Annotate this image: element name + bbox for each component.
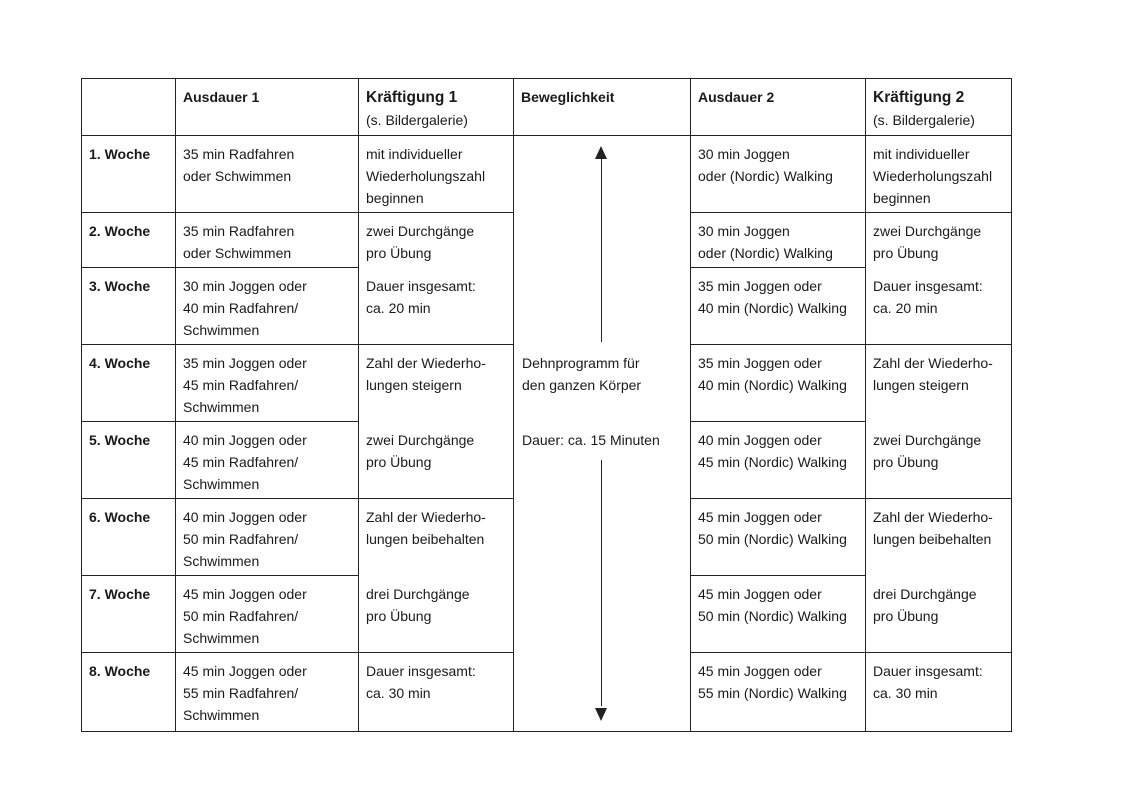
kraeftigung-2-cell: mit individueller Wiederholungszahl beginnen bbox=[866, 136, 1012, 213]
beweglichkeit-program: Dehnprogramm für den ganzen Körper bbox=[522, 355, 642, 393]
ausdauer-1-cell: 40 min Joggen oder 50 min Radfahren/ Schwimmen bbox=[176, 499, 359, 576]
kraeftigung-1-cell: Zahl der Wiederho- lungen beibehalten bbox=[359, 499, 514, 576]
header-corner bbox=[82, 79, 176, 136]
arrow-down-icon bbox=[595, 708, 607, 721]
week-label: 7. Woche bbox=[82, 576, 176, 653]
table-row bbox=[82, 136, 1012, 213]
kraeftigung-1-cell: Dauer insgesamt: ca. 20 min bbox=[359, 268, 514, 345]
ausdauer-1-cell: 35 min Radfahren oder Schwimmen bbox=[176, 136, 359, 213]
arrow-shaft-upper bbox=[601, 158, 602, 342]
ausdauer-1-cell: 40 min Joggen oder 45 min Radfahren/ Schwimmen bbox=[176, 422, 359, 499]
beweglichkeit-duration: Dauer: ca. 15 Minuten bbox=[522, 432, 660, 448]
ausdauer-1-cell: 45 min Joggen oder 55 min Radfahren/ Schwimmen bbox=[176, 653, 359, 732]
kraeftigung-1-cell: Dauer insgesamt: ca. 30 min bbox=[359, 653, 514, 732]
header-ausdauer-2: Ausdauer 2 bbox=[691, 79, 866, 136]
kraeftigung-2-cell: drei Durchgänge pro Übung bbox=[866, 576, 1012, 653]
header-ausdauer-1: Ausdauer 1 bbox=[176, 79, 359, 136]
kraeftigung-1-cell: Zahl der Wiederho- lungen steigern bbox=[359, 345, 514, 422]
training-plan-table bbox=[81, 78, 1012, 732]
ausdauer-2-cell: 40 min Joggen oder 45 min (Nordic) Walking bbox=[691, 422, 866, 499]
week-label: 1. Woche bbox=[82, 136, 176, 213]
header-beweglichkeit: Beweglichkeit bbox=[514, 79, 691, 136]
kraeftigung-2-cell: Zahl der Wiederho- lungen steigern bbox=[866, 345, 1012, 422]
ausdauer-2-cell: 30 min Joggen oder (Nordic) Walking bbox=[691, 136, 866, 213]
beweglichkeit-cell bbox=[514, 136, 691, 732]
header-row bbox=[82, 79, 1012, 136]
kraeftigung-1-cell: zwei Durchgänge pro Übung bbox=[359, 213, 514, 268]
kraeftigung-2-cell: zwei Durchgänge pro Übung bbox=[866, 213, 1012, 268]
ausdauer-2-cell: 35 min Joggen oder 40 min (Nordic) Walking bbox=[691, 345, 866, 422]
week-label: 4. Woche bbox=[82, 345, 176, 422]
ausdauer-1-cell: 45 min Joggen oder 50 min Radfahren/ Schwimmen bbox=[176, 576, 359, 653]
week-label: 8. Woche bbox=[82, 653, 176, 732]
kraeftigung-1-cell: drei Durchgänge pro Übung bbox=[359, 576, 514, 653]
ausdauer-2-cell: 30 min Joggen oder (Nordic) Walking bbox=[691, 213, 866, 268]
kraeftigung-2-cell: Zahl der Wiederho- lungen beibehalten bbox=[866, 499, 1012, 576]
arrow-shaft-lower bbox=[601, 460, 602, 706]
header-kraeftigung-2: Kräftigung 2 (s. Bildergalerie) bbox=[866, 79, 1012, 136]
ausdauer-1-cell: 35 min Radfahren oder Schwimmen bbox=[176, 213, 359, 268]
ausdauer-2-cell: 45 min Joggen oder 50 min (Nordic) Walking bbox=[691, 499, 866, 576]
week-label: 6. Woche bbox=[82, 499, 176, 576]
ausdauer-2-cell: 35 min Joggen oder 40 min (Nordic) Walking bbox=[691, 268, 866, 345]
kraeftigung-2-cell: Dauer insgesamt: ca. 20 min bbox=[866, 268, 1012, 345]
ausdauer-2-cell: 45 min Joggen oder 55 min (Nordic) Walking bbox=[691, 653, 866, 732]
kraeftigung-1-cell: zwei Durchgänge pro Übung bbox=[359, 422, 514, 499]
kraeftigung-2-cell: zwei Durchgänge pro Übung bbox=[866, 422, 1012, 499]
kraeftigung-1-cell: mit individueller Wiederholungszahl beginnen bbox=[359, 136, 514, 213]
header-kraeftigung-1: Kräftigung 1 (s. Bildergalerie) bbox=[359, 79, 514, 136]
ausdauer-1-cell: 35 min Joggen oder 45 min Radfahren/ Schwimmen bbox=[176, 345, 359, 422]
week-label: 2. Woche bbox=[82, 213, 176, 268]
kraeftigung-2-cell: Dauer insgesamt: ca. 30 min bbox=[866, 653, 1012, 732]
week-label: 5. Woche bbox=[82, 422, 176, 499]
ausdauer-1-cell: 30 min Joggen oder 40 min Radfahren/ Schwimmen bbox=[176, 268, 359, 345]
week-label: 3. Woche bbox=[82, 268, 176, 345]
ausdauer-2-cell: 45 min Joggen oder 50 min (Nordic) Walking bbox=[691, 576, 866, 653]
